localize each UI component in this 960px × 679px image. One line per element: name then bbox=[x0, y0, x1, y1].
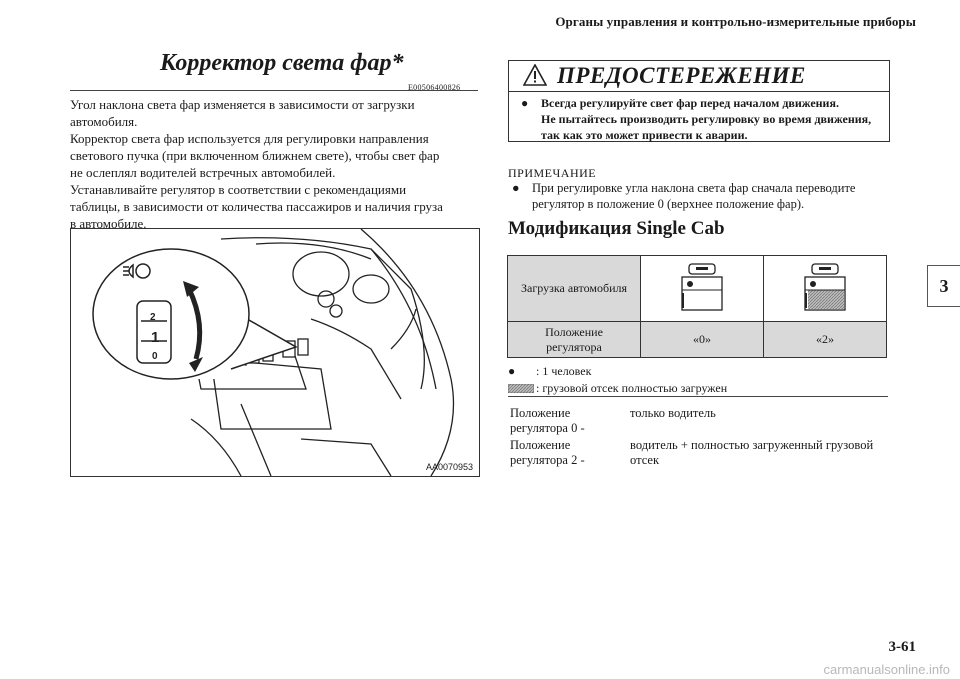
bullet-icon: ● bbox=[521, 96, 529, 110]
truck-bed-loaded-icon bbox=[804, 263, 846, 311]
warning-body bbox=[521, 95, 879, 143]
bullet-icon: ● bbox=[512, 181, 520, 195]
load-diagram-cell bbox=[641, 256, 764, 322]
position-label: Положение регулятора 0 - bbox=[510, 406, 585, 435]
subsection-title: Модификация Single Cab bbox=[508, 218, 725, 239]
legend-cargo: : грузовой отсек полностью загружен bbox=[536, 381, 728, 395]
warning-box bbox=[508, 60, 890, 142]
paragraph: Корректор света фар используется для регулировки направления светового пучка (при включенном ближнем свете), чтобы свет фар не ослеплял водителей встречных автомобилей. bbox=[70, 131, 440, 180]
divider bbox=[508, 396, 888, 397]
warning-title: ПРЕДОСТЕРЕЖЕНИЕ bbox=[557, 63, 806, 88]
dial-label: 1 bbox=[151, 329, 160, 346]
note-text: При регулировке угла наклона света фар сначала переводите регулятор в положение 0 (верхнее положение фар). bbox=[532, 181, 856, 211]
section-rule bbox=[70, 90, 478, 91]
dial-label: 0 bbox=[152, 351, 158, 362]
load-table bbox=[507, 255, 887, 358]
warning-text: так как это может привести к аварии. bbox=[541, 128, 748, 142]
position-desc: только водитель bbox=[630, 406, 716, 420]
table-row-label: Положение регулятора bbox=[508, 322, 641, 358]
paragraph: Угол наклона света фар изменяется в зависимости от загрузки автомобиля. bbox=[70, 97, 415, 129]
page-header: Органы управления и контрольно-измерительные приборы bbox=[555, 14, 916, 29]
position-descriptions bbox=[510, 406, 900, 468]
warning-triangle-icon bbox=[523, 64, 547, 86]
cargo-swatch-icon bbox=[508, 384, 534, 393]
section-body bbox=[70, 96, 478, 232]
chapter-tab: 3 bbox=[927, 265, 960, 307]
load-diagram-cell bbox=[764, 256, 887, 322]
warning-header bbox=[509, 61, 889, 92]
table-cell: «2» bbox=[764, 322, 887, 358]
paragraph: Устанавливайте регулятор в соответствии с рекомендациями таблицы, в зависимости от количества пассажиров и наличия груза в автомобиле. bbox=[70, 182, 443, 231]
note-body bbox=[512, 180, 892, 212]
dashboard-drawing bbox=[71, 229, 479, 476]
legend bbox=[508, 363, 727, 397]
dashboard-illustration bbox=[70, 228, 480, 477]
position-desc: водитель + полностью загруженный грузовой отсек bbox=[630, 438, 874, 467]
legend-person: : 1 человек bbox=[536, 364, 592, 378]
truck-bed-empty-icon bbox=[681, 263, 723, 311]
note-label: ПРИМЕЧАНИЕ bbox=[508, 166, 597, 180]
page-number: 3-61 bbox=[888, 639, 916, 655]
person-dot-icon: ● bbox=[508, 364, 516, 378]
watermark: carmanualsonline.info bbox=[823, 662, 950, 677]
warning-text: Не пытайтесь производить регулировку во время движения, bbox=[541, 112, 872, 126]
position-label: Положение регулятора 2 - bbox=[510, 438, 585, 467]
table-row-label: Загрузка автомобиля bbox=[508, 256, 641, 322]
table-cell: «0» bbox=[641, 322, 764, 358]
section-code: E00506400826 bbox=[408, 83, 461, 92]
figure-code: AA0070953 bbox=[425, 462, 473, 472]
dial-label: 2 bbox=[150, 312, 156, 323]
section-title: Корректор света фар* bbox=[160, 50, 404, 76]
warning-text: Всегда регулируйте свет фар перед началом движения. bbox=[541, 96, 839, 110]
